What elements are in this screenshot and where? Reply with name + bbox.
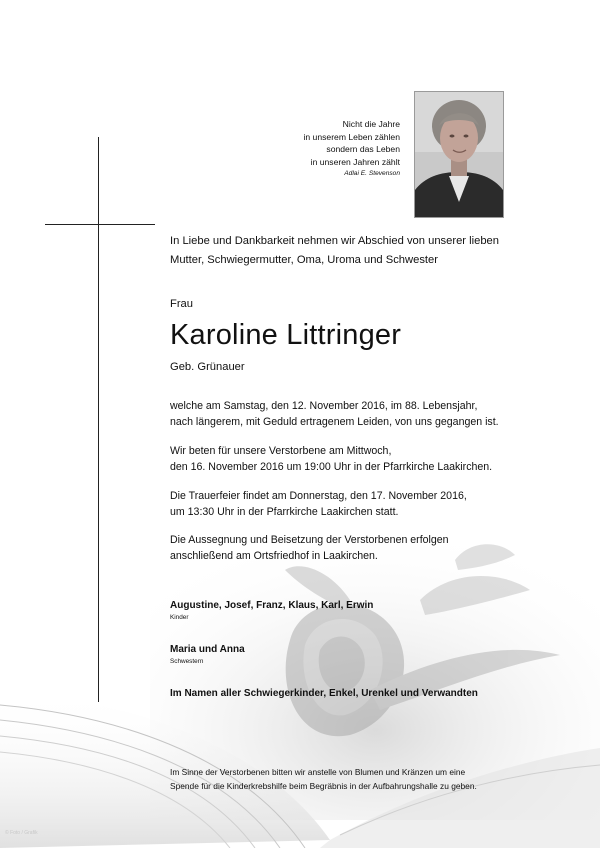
deceased-name: Karoline Littringer (170, 319, 402, 351)
donation-request (170, 766, 570, 793)
quote-author: Adlai E. Stevenson (344, 170, 400, 177)
cross-horizontal-bar (45, 224, 155, 225)
paragraph-line: anschließend am Ortsfriedhof in Laakirchen. (170, 549, 378, 562)
portrait-image (415, 92, 503, 217)
paragraph-line: Die Trauerfeier findet am Donnerstag, den 17. November 2016, (170, 490, 467, 502)
memorial-quote (230, 118, 400, 181)
paragraph-line: Wir beten für unsere Verstorbene am Mittwoch, (170, 445, 392, 457)
prayer-paragraph (170, 444, 560, 475)
paragraph-line: den 16. November 2016 um 19:00 Uhr in der Pfarrkirche Laakirchen. (170, 460, 493, 473)
intro-text (170, 232, 550, 270)
burial-paragraph (170, 533, 560, 564)
sisters-names: Maria und Anna (170, 644, 245, 655)
relatives-closing-line: Im Namen aller Schwiegerkinder, Enkel, Urenkel und Verwandten (170, 688, 478, 699)
maiden-name: Geb. Grünauer (170, 361, 245, 373)
paragraph-line: nach längerem, mit Geduld ertragenem Leiden, von uns gegangen ist. (170, 415, 499, 428)
photo-credit: © Foto / Grafik (5, 830, 38, 836)
donation-line: Spende für die Kinderkrebshilfe beim Begräbnis in der Aufbahrungshalle zu geben. (170, 780, 477, 791)
portrait-photo (414, 91, 504, 218)
children-names: Augustine, Josef, Franz, Klaus, Karl, Erwin (170, 600, 374, 611)
paragraph-line: um 13:30 Uhr in der Pfarrkirche Laakirchen statt. (170, 505, 399, 518)
intro-line: Mutter, Schwiegermutter, Oma, Uroma und Schwester (170, 254, 438, 266)
paragraph-line: Die Aussegnung und Beisetzung der Verstorbenen erfolgen (170, 534, 449, 546)
death-notice-paragraph (170, 399, 560, 430)
honorific: Frau (170, 298, 194, 310)
donation-line: Im Sinne der Verstorbenen bitten wir anstelle von Blumen und Kränzen um eine (170, 767, 466, 777)
quote-line: in unseren Jahren zählt (310, 156, 400, 167)
quote-line: Nicht die Jahre (342, 119, 400, 129)
funeral-service-paragraph (170, 489, 560, 520)
cross-vertical-bar (98, 137, 99, 702)
quote-line: in unserem Leben zählen (303, 131, 400, 142)
sisters-role: Schwestern (170, 658, 204, 665)
quote-line: sondern das Leben (326, 144, 400, 154)
paragraph-line: welche am Samstag, den 12. November 2016, im 88. Lebensjahr, (170, 400, 478, 412)
intro-line: In Liebe und Dankbarkeit nehmen wir Abschied von unserer lieben (170, 235, 499, 247)
children-role: Kinder (170, 614, 189, 621)
